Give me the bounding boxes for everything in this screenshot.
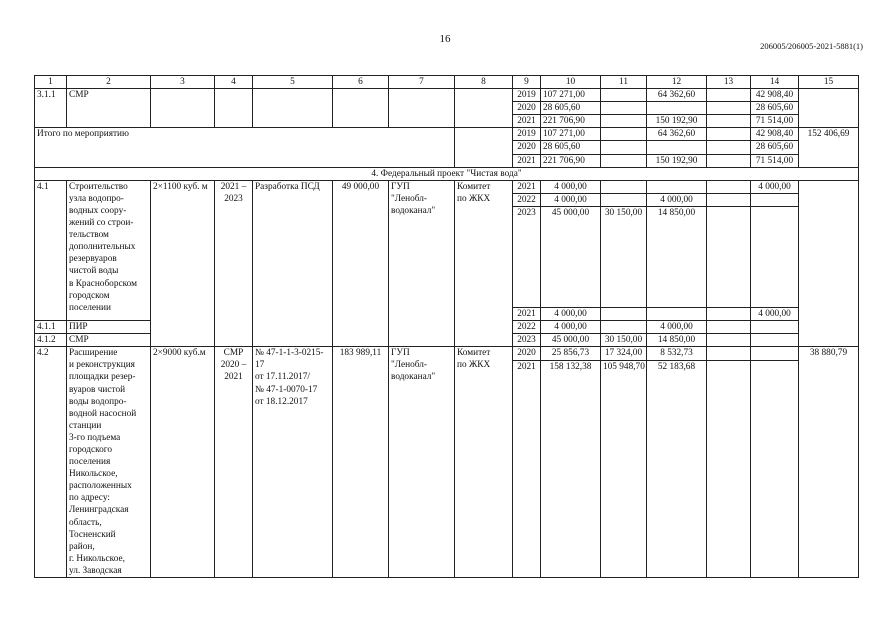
- row-number: 4.1.1: [35, 321, 67, 334]
- amount-cell: 30 150,00: [601, 206, 647, 307]
- amount-cell: 4 000,00: [541, 180, 601, 193]
- amount-cell: 4 000,00: [541, 321, 601, 334]
- row-number: 3.1.1: [35, 89, 67, 128]
- amount-cell: 4 000,00: [751, 180, 799, 193]
- amount-cell: 28 605,60: [541, 141, 601, 154]
- year-cell: 2019: [513, 128, 541, 141]
- column-header: 5: [253, 76, 333, 89]
- column-header: 13: [707, 76, 751, 89]
- amount-cell: 4 000,00: [541, 307, 601, 320]
- row-name: ПИР: [67, 321, 151, 334]
- amount-cell: 52 183,68: [647, 361, 707, 578]
- row-name: Строительство узла водопро- водных соору- жений со строи- тельством дополнительных резервуаров чистой воды в Красноборском городском поселении: [67, 180, 151, 320]
- amount-cell: 4 000,00: [541, 193, 601, 206]
- amount-cell: 4 000,00: [751, 307, 799, 320]
- amount-cell: 25 856,73: [541, 347, 601, 361]
- amount-cell: [647, 141, 707, 154]
- year-cell: 2020: [513, 102, 541, 115]
- document-id: 206005/206005-2021-5881(1): [760, 41, 863, 51]
- executor-cell: ГУП "Ленобл- водоканал": [389, 180, 455, 346]
- column-header: 3: [151, 76, 215, 89]
- amount-cell: 64 362,60: [647, 89, 707, 102]
- row-name: Расширение и реконструкция площадки резер- вуаров чистой воды водопро- водной насосной станции 3-го подъема городского поселения Никольское, расположенных по адресу: Ленинградская область, Тосненский район, г. Никольское, ул. Заводская: [67, 347, 151, 578]
- column-header: 11: [601, 76, 647, 89]
- period-cell: СМР 2020 – 2021: [215, 347, 253, 578]
- table-row: [35, 128, 859, 141]
- page-number: 16: [439, 33, 451, 45]
- section-row: [35, 167, 859, 180]
- executor-cell: ГУП "Ленобл- водоканал": [389, 347, 455, 578]
- row-name: СМР: [67, 89, 151, 128]
- year-cell: 2020: [513, 141, 541, 154]
- amount-cell: 14 850,00: [647, 334, 707, 347]
- total-amount: 152 406,69: [799, 128, 859, 167]
- year-cell: 2021: [513, 307, 541, 320]
- amount-cell: 28 605,60: [751, 141, 799, 154]
- amount-cell: 105 948,70: [601, 361, 647, 578]
- amount-cell: 64 362,60: [647, 128, 707, 141]
- row-name: СМР: [67, 334, 151, 347]
- year-cell: 2021: [513, 180, 541, 193]
- amount-cell: 221 706,90: [541, 154, 601, 167]
- amount-cell: 42 908,40: [751, 128, 799, 141]
- amount-cell: 158 132,38: [541, 361, 601, 578]
- section-title: 4. Федеральный проект "Чистая вода": [35, 167, 859, 180]
- amount-cell: 14 850,00: [647, 206, 707, 307]
- table-row: [35, 180, 859, 193]
- total-label: Итого по мероприятию: [35, 128, 455, 167]
- amount-cell: 28 605,60: [541, 102, 601, 115]
- year-cell: 2021: [513, 361, 541, 578]
- amount-cell: 4 000,00: [647, 321, 707, 334]
- column-header: 1: [35, 76, 67, 89]
- amount-cell: 8 532,73: [647, 347, 707, 361]
- customer-cell: Комитет по ЖКХ: [455, 347, 513, 578]
- amount-cell: [647, 102, 707, 115]
- document-cell: № 47-1-1-3-0215- 17 от 17.11.2017/ № 47-1-0070-17 от 18.12.2017: [253, 347, 333, 578]
- year-cell: 2021: [513, 115, 541, 128]
- table-row: [35, 347, 859, 361]
- amount-cell: 71 514,00: [751, 115, 799, 128]
- amount-cell: 45 000,00: [541, 206, 601, 307]
- column-header: 7: [389, 76, 455, 89]
- column-header: 9: [513, 76, 541, 89]
- amount-cell: 4 000,00: [647, 193, 707, 206]
- amount-cell: 17 324,00: [601, 347, 647, 361]
- amount-cell: 30 150,00: [601, 334, 647, 347]
- row-number: 4.2: [35, 347, 67, 578]
- year-cell: 2023: [513, 206, 541, 307]
- amount-cell: 107 271,00: [541, 128, 601, 141]
- amount-cell: 42 908,40: [751, 89, 799, 102]
- amount-cell: 28 605,60: [751, 102, 799, 115]
- column-header: 14: [751, 76, 799, 89]
- column-header: 10: [541, 76, 601, 89]
- amount-cell: 150 192,90: [647, 154, 707, 167]
- year-cell: 2020: [513, 347, 541, 361]
- amount-cell: 45 000,00: [541, 334, 601, 347]
- amount-cell: 71 514,00: [751, 154, 799, 167]
- document-cell: Разработка ПСД: [253, 180, 333, 346]
- amount-cell: 107 271,00: [541, 89, 601, 102]
- capacity-cell: 2×1100 куб. м: [151, 180, 215, 346]
- year-cell: 2019: [513, 89, 541, 102]
- column-header: 4: [215, 76, 253, 89]
- year-cell: 2022: [513, 321, 541, 334]
- column-header: 8: [455, 76, 513, 89]
- row-number: 4.1.2: [35, 334, 67, 347]
- year-cell: 2021: [513, 154, 541, 167]
- capacity-cell: 2×9000 куб.м: [151, 347, 215, 578]
- row-number: 4.1: [35, 180, 67, 320]
- cost-cell: 49 000,00: [333, 180, 389, 346]
- amount-cell: 221 706,90: [541, 115, 601, 128]
- customer-cell: Комитет по ЖКХ: [455, 180, 513, 346]
- column-header: 6: [333, 76, 389, 89]
- column-header: 15: [799, 76, 859, 89]
- cost-cell: 183 989,11: [333, 347, 389, 578]
- column-header: 2: [67, 76, 151, 89]
- program-table: [34, 75, 859, 578]
- period-cell: 2021 – 2023: [215, 180, 253, 346]
- amount-cell: 38 880,79: [799, 347, 859, 578]
- year-cell: 2023: [513, 334, 541, 347]
- table-row: [35, 89, 859, 102]
- amount-cell: 150 192,90: [647, 115, 707, 128]
- year-cell: 2022: [513, 193, 541, 206]
- column-number-row: [35, 76, 859, 89]
- column-header: 12: [647, 76, 707, 89]
